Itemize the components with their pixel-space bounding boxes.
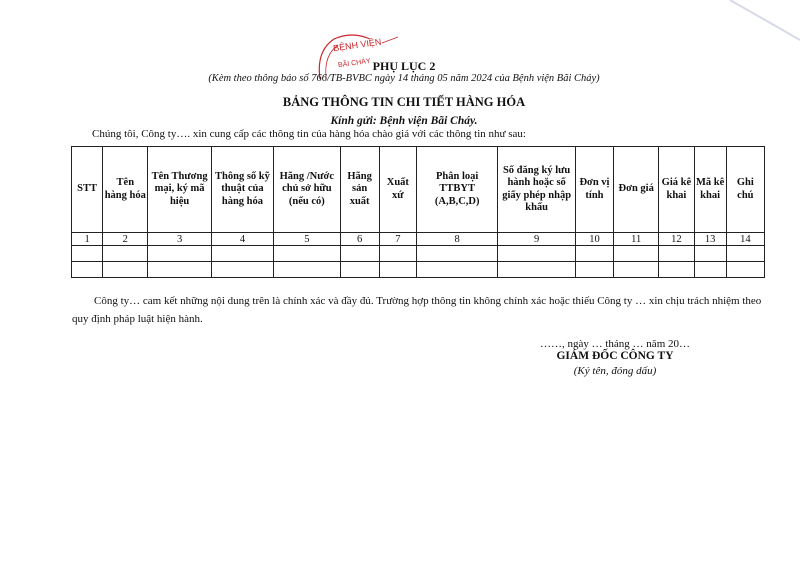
table-cell <box>614 246 659 262</box>
column-number: 8 <box>416 233 497 246</box>
column-header: Hãng sản xuất <box>340 147 379 233</box>
column-header: Ghi chú <box>726 147 764 233</box>
column-number: 2 <box>103 233 148 246</box>
column-header: Xuất xứ <box>379 147 416 233</box>
table-cell <box>575 246 613 262</box>
table-cell <box>726 262 764 278</box>
table-cell <box>274 246 340 262</box>
column-header: Số đăng ký lưu hành hoặc số giấy phép nhập khẩu <box>498 147 575 233</box>
column-number: 3 <box>148 233 211 246</box>
column-number: 6 <box>340 233 379 246</box>
table-cell <box>694 246 726 262</box>
table-cell <box>659 262 694 278</box>
intro-text: Chúng tôi, Công ty…. xin cung cấp các thông tin của hàng hóa chào giá với các thông tin như sau: <box>92 128 526 140</box>
column-header: Đơn giá <box>614 147 659 233</box>
table-row <box>72 262 765 278</box>
table-cell <box>379 262 416 278</box>
column-header: Đơn vị tính <box>575 147 613 233</box>
table-cell <box>498 246 575 262</box>
table-cell <box>103 246 148 262</box>
column-number-row <box>72 233 765 246</box>
table-cell <box>211 246 273 262</box>
table-cell <box>340 246 379 262</box>
signature-note: (Ký tên, đóng dấu) <box>573 365 657 377</box>
table-cell <box>379 246 416 262</box>
column-number: 9 <box>498 233 575 246</box>
table-cell <box>72 262 103 278</box>
page-title: BẢNG THÔNG TIN CHI TIẾT HÀNG HÓA <box>282 95 526 109</box>
table-cell <box>340 262 379 278</box>
table-cell <box>416 246 497 262</box>
recipient-line: Kính gửi: Bệnh viện Bãi Cháy. <box>330 115 478 127</box>
column-header: Tên Thương mại, ký mã hiệu <box>148 147 211 233</box>
table-cell <box>726 246 764 262</box>
column-number: 7 <box>379 233 416 246</box>
column-number: 10 <box>575 233 613 246</box>
column-number: 11 <box>614 233 659 246</box>
column-header: Phân loại TTBYT (A,B,C,D) <box>416 147 497 233</box>
table-cell <box>72 246 103 262</box>
signature-date-line: ……, ngày … tháng … năm 20… <box>539 338 690 350</box>
stamp-text-line2: BÃI CHÁY <box>337 57 372 70</box>
column-number: 5 <box>274 233 340 246</box>
column-number: 14 <box>726 233 764 246</box>
table-cell <box>274 262 340 278</box>
table-header-row <box>72 147 765 233</box>
column-header: Giá kê khai <box>659 147 694 233</box>
corner-fold-line <box>680 0 800 60</box>
column-number: 13 <box>694 233 726 246</box>
table-cell <box>659 246 694 262</box>
column-header: Thông số kỹ thuật của hàng hóa <box>211 147 273 233</box>
table-cell <box>694 262 726 278</box>
appendix-title: PHỤ LỤC 2 <box>372 59 436 73</box>
column-header: Hãng /Nước chủ sở hữu (nếu có) <box>274 147 340 233</box>
table-row <box>72 246 765 262</box>
column-header: Tên hàng hóa <box>103 147 148 233</box>
column-header: Mã kê khai <box>694 147 726 233</box>
table-cell <box>148 246 211 262</box>
reference-note: (Kèm theo thông báo số 766/TB-BVBC ngày 14 tháng 05 năm 2024 của Bệnh viện Bãi Cháy) <box>208 73 600 84</box>
column-number: 12 <box>659 233 694 246</box>
table-cell <box>614 262 659 278</box>
table-cell <box>211 262 273 278</box>
goods-info-table <box>71 146 765 278</box>
table-cell <box>103 262 148 278</box>
column-number: 1 <box>72 233 103 246</box>
table-cell <box>575 262 613 278</box>
table-cell <box>498 262 575 278</box>
stamp-text-line1: BỆNH VIỆN <box>332 36 382 54</box>
commitment-paragraph: Công ty… cam kết những nội dung trên là chính xác và đầy đủ. Trường hợp thông tin không chính xác hoặc thiếu Công ty … xin chịu trách nhiệm theo quy định pháp luật hiện hành. <box>72 295 762 325</box>
table-cell <box>416 262 497 278</box>
table-cell <box>148 262 211 278</box>
signer-title: GIÁM ĐỐC CÔNG TY <box>556 350 674 362</box>
column-header: STT <box>72 147 103 233</box>
column-number: 4 <box>211 233 273 246</box>
